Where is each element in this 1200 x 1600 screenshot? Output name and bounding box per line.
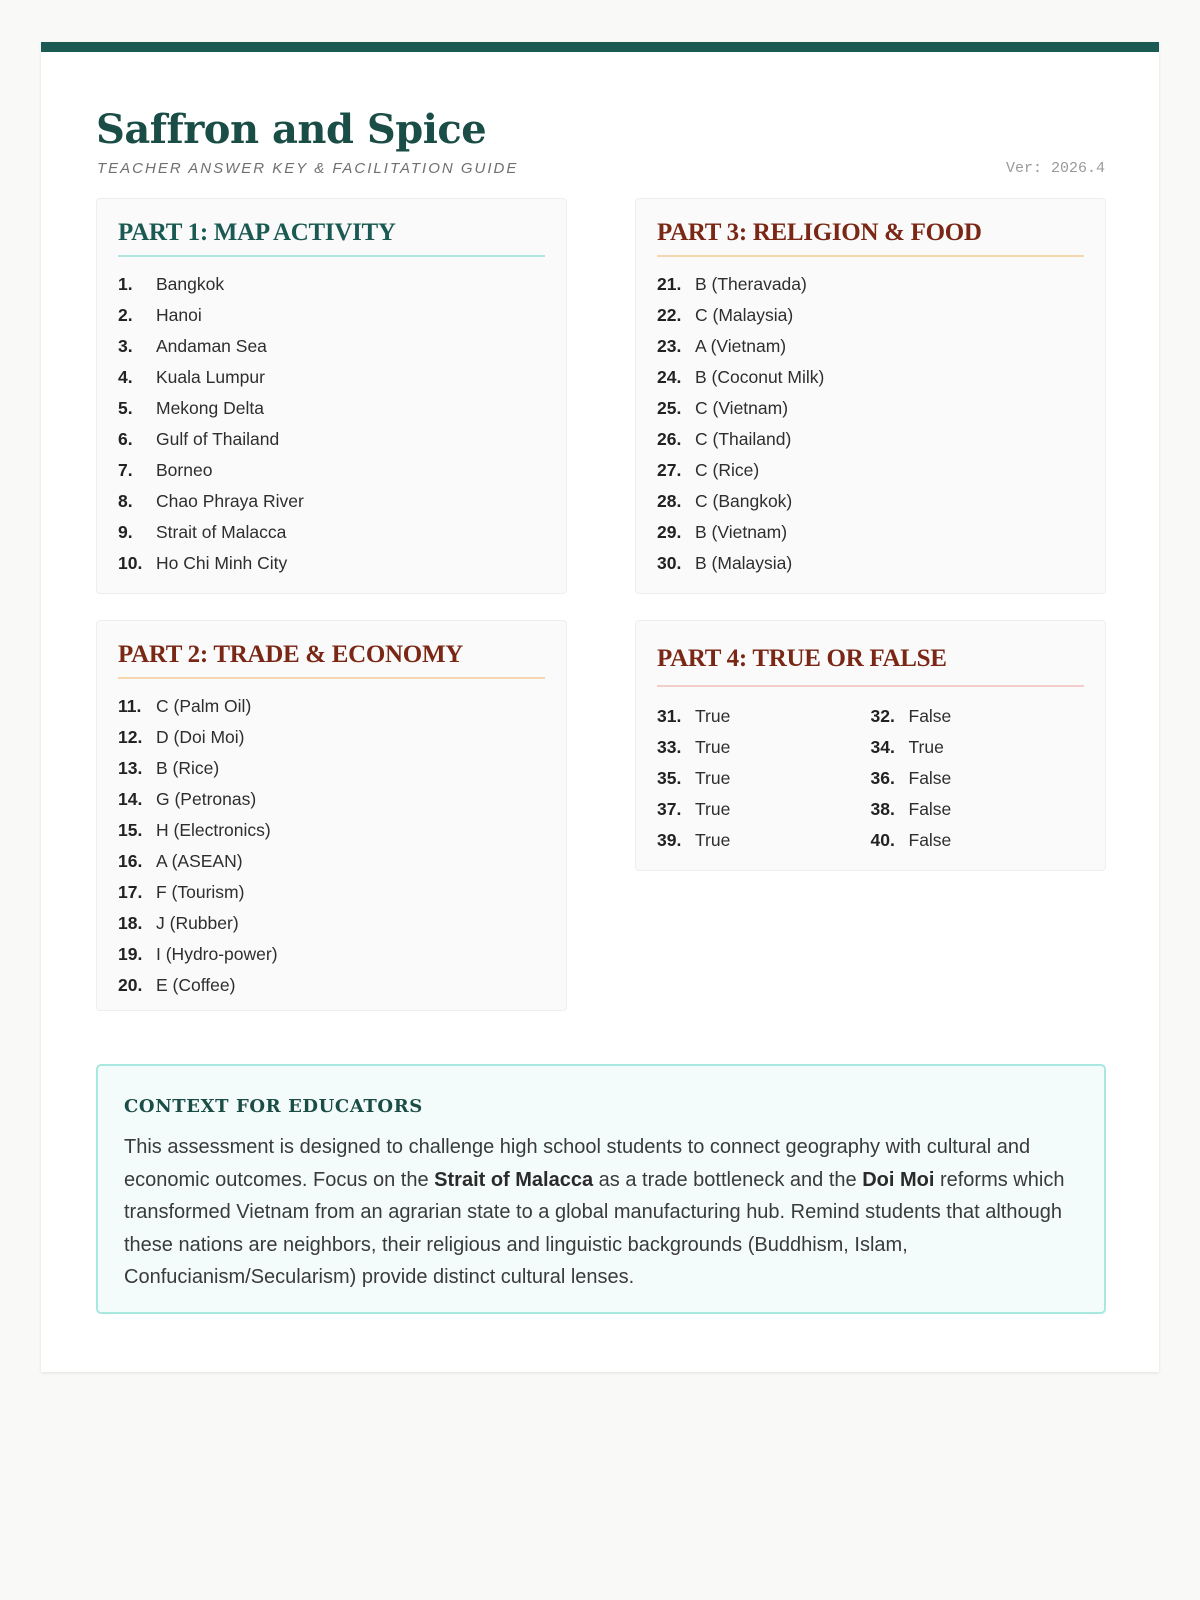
page-subtitle: TEACHER ANSWER KEY & FACILITATION GUIDE bbox=[97, 160, 519, 177]
answer-item bbox=[118, 943, 545, 974]
answer-text: Strait of Malacca bbox=[156, 522, 287, 542]
answer-text: Bangkok bbox=[156, 274, 225, 294]
answer-text: B (Theravada) bbox=[695, 274, 807, 294]
page-title: Saffron and Spice bbox=[96, 106, 487, 153]
answer-text: Hanoi bbox=[156, 305, 202, 325]
context-text-1: This assessment is designed to challenge high school students to connect geography with cultural and economic outcomes. Focus on the bbox=[124, 1136, 1031, 1191]
answer-text: H (Electronics) bbox=[156, 820, 271, 840]
answer-item bbox=[118, 757, 545, 788]
answer-item bbox=[118, 335, 545, 366]
answer-item bbox=[657, 521, 1084, 552]
answer-item bbox=[871, 705, 1085, 736]
answer-number: 37. bbox=[657, 799, 682, 819]
answer-item bbox=[118, 428, 545, 459]
answer-text: Kuala Lumpur bbox=[156, 367, 265, 387]
answer-text: False bbox=[908, 768, 952, 788]
answer-item bbox=[657, 459, 1084, 490]
answer-text: Ho Chi Minh City bbox=[156, 553, 288, 573]
answer-number: 22. bbox=[657, 305, 682, 325]
answer-item bbox=[871, 767, 1085, 798]
answer-item bbox=[657, 552, 1084, 583]
answer-number: 24. bbox=[657, 367, 682, 387]
answer-item bbox=[118, 304, 545, 335]
answer-number: 5. bbox=[118, 398, 133, 418]
answer-number: 8. bbox=[118, 491, 133, 511]
answer-text: True bbox=[908, 737, 944, 757]
answer-item bbox=[118, 726, 545, 757]
answer-item bbox=[657, 705, 871, 736]
answer-number: 13. bbox=[118, 758, 143, 778]
answer-number: 30. bbox=[657, 553, 682, 573]
answer-text: B (Coconut Milk) bbox=[695, 367, 825, 387]
answer-number: 15. bbox=[118, 820, 143, 840]
answer-item bbox=[657, 273, 1084, 304]
answer-number: 18. bbox=[118, 913, 143, 933]
answer-number: 12. bbox=[118, 727, 143, 747]
answer-text: Mekong Delta bbox=[156, 398, 264, 418]
answer-number: 39. bbox=[657, 830, 682, 850]
answer-number: 9. bbox=[118, 522, 133, 542]
context-text-3: reforms which transformed Vietnam from an agrarian state to a global manufacturing hub. Remind students that although these nations are neighbors, their religious and linguistic backgrounds (Buddhism, Islam, Confucianism/Secularism) provide distinct cultural lenses. bbox=[124, 1168, 1065, 1288]
answer-item bbox=[657, 304, 1084, 335]
part-4-card bbox=[635, 620, 1106, 871]
answer-item bbox=[118, 366, 545, 397]
answer-number: 20. bbox=[118, 975, 143, 995]
answer-item bbox=[118, 273, 545, 304]
answer-item bbox=[118, 974, 545, 1005]
version-label: Ver: 2026.4 bbox=[1005, 160, 1105, 177]
answer-number: 17. bbox=[118, 882, 143, 902]
answer-text: Borneo bbox=[156, 460, 213, 480]
answer-number: 28. bbox=[657, 491, 682, 511]
answer-item bbox=[657, 397, 1084, 428]
answer-text: C (Vietnam) bbox=[695, 398, 789, 418]
answer-text: C (Malaysia) bbox=[695, 305, 794, 325]
part-2-card bbox=[96, 620, 567, 1011]
answer-number: 25. bbox=[657, 398, 682, 418]
answer-item bbox=[657, 736, 871, 767]
answer-item bbox=[118, 695, 545, 726]
answer-text: C (Rice) bbox=[695, 460, 760, 480]
answer-number: 11. bbox=[118, 696, 142, 716]
answer-number: 29. bbox=[657, 522, 682, 542]
answer-text: True bbox=[695, 799, 731, 819]
answer-number: 34. bbox=[870, 737, 895, 757]
answer-item bbox=[871, 829, 1085, 860]
answer-text: A (Vietnam) bbox=[695, 336, 787, 356]
answer-text: False bbox=[908, 799, 952, 819]
answer-item bbox=[871, 736, 1085, 767]
answer-text: B (Vietnam) bbox=[695, 522, 788, 542]
part-3-answer-list bbox=[657, 273, 1084, 583]
answer-text: C (Thailand) bbox=[695, 429, 792, 449]
answer-item bbox=[657, 767, 871, 798]
answer-number: 27. bbox=[657, 460, 682, 480]
answer-number: 23. bbox=[657, 336, 682, 356]
answer-text: False bbox=[908, 706, 952, 726]
answer-number: 38. bbox=[870, 799, 895, 819]
answer-item bbox=[118, 819, 545, 850]
answer-item bbox=[118, 881, 545, 912]
answer-item bbox=[118, 521, 545, 552]
answer-item bbox=[657, 798, 871, 829]
answer-item bbox=[657, 366, 1084, 397]
answer-number: 2. bbox=[118, 305, 133, 325]
answer-text: A (ASEAN) bbox=[156, 851, 243, 871]
part-3-title: PART 3: RELIGION & FOOD bbox=[657, 219, 1084, 257]
answer-number: 21. bbox=[657, 274, 682, 294]
answer-text: F (Tourism) bbox=[156, 882, 245, 902]
answer-text: Gulf of Thailand bbox=[156, 429, 280, 449]
answer-number: 3. bbox=[118, 336, 133, 356]
answer-text: True bbox=[695, 737, 731, 757]
context-title: CONTEXT FOR EDUCATORS bbox=[124, 1096, 423, 1117]
answer-item bbox=[118, 552, 545, 583]
part-4-title: PART 4: TRUE OR FALSE bbox=[657, 641, 1084, 687]
answer-number: 6. bbox=[118, 429, 133, 449]
answer-number: 40. bbox=[870, 830, 895, 850]
answer-number: 19. bbox=[118, 944, 143, 964]
answer-number: 10. bbox=[118, 553, 143, 573]
context-text-2: as a trade bottleneck and the bbox=[593, 1168, 863, 1191]
answer-number: 14. bbox=[118, 789, 143, 809]
answer-text: E (Coffee) bbox=[156, 975, 236, 995]
answer-text: Andaman Sea bbox=[156, 336, 267, 356]
answer-text: C (Palm Oil) bbox=[156, 696, 252, 716]
answer-number: 33. bbox=[657, 737, 682, 757]
answer-text: I (Hydro-power) bbox=[156, 944, 278, 964]
answer-item bbox=[118, 397, 545, 428]
answer-item bbox=[118, 788, 545, 819]
part-4-answer-grid bbox=[657, 705, 1084, 860]
answer-item bbox=[118, 459, 545, 490]
answer-key-sheet bbox=[41, 42, 1159, 1372]
context-paragraph bbox=[124, 1131, 1078, 1294]
part-3-card bbox=[635, 198, 1106, 594]
answer-number: 35. bbox=[657, 768, 682, 788]
answer-number: 16. bbox=[118, 851, 143, 871]
answer-text: True bbox=[695, 706, 731, 726]
answer-item bbox=[657, 829, 871, 860]
answer-text: B (Rice) bbox=[156, 758, 220, 778]
answer-number: 4. bbox=[118, 367, 133, 387]
part-1-title: PART 1: MAP ACTIVITY bbox=[118, 219, 545, 257]
answer-item bbox=[657, 490, 1084, 521]
answer-item bbox=[657, 428, 1084, 459]
answer-item bbox=[118, 912, 545, 943]
answer-item bbox=[871, 798, 1085, 829]
answer-item bbox=[118, 850, 545, 881]
answer-text: C (Bangkok) bbox=[695, 491, 793, 511]
answer-number: 1. bbox=[118, 274, 133, 294]
answer-text: G (Petronas) bbox=[156, 789, 257, 809]
answer-item bbox=[118, 490, 545, 521]
answer-text: Chao Phraya River bbox=[156, 491, 304, 511]
answer-text: D (Doi Moi) bbox=[156, 727, 245, 747]
part-1-card bbox=[96, 198, 567, 594]
answer-text: False bbox=[908, 830, 952, 850]
answer-number: 36. bbox=[870, 768, 895, 788]
answer-number: 7. bbox=[118, 460, 133, 480]
answer-text: B (Malaysia) bbox=[695, 553, 793, 573]
answer-number: 31. bbox=[657, 706, 682, 726]
part-1-answer-list bbox=[118, 273, 545, 583]
context-highlight-strait: Strait of Malacca bbox=[434, 1168, 594, 1191]
answer-number: 26. bbox=[657, 429, 682, 449]
answer-text: True bbox=[695, 768, 731, 788]
answer-text: J (Rubber) bbox=[156, 913, 239, 933]
part-2-answer-list bbox=[118, 695, 545, 1005]
context-highlight-doi-moi: Doi Moi bbox=[862, 1168, 935, 1191]
answer-text: True bbox=[695, 830, 731, 850]
educator-context-box bbox=[96, 1064, 1106, 1314]
part-2-title: PART 2: TRADE & ECONOMY bbox=[118, 641, 545, 679]
answer-number: 32. bbox=[870, 706, 895, 726]
answer-item bbox=[657, 335, 1084, 366]
